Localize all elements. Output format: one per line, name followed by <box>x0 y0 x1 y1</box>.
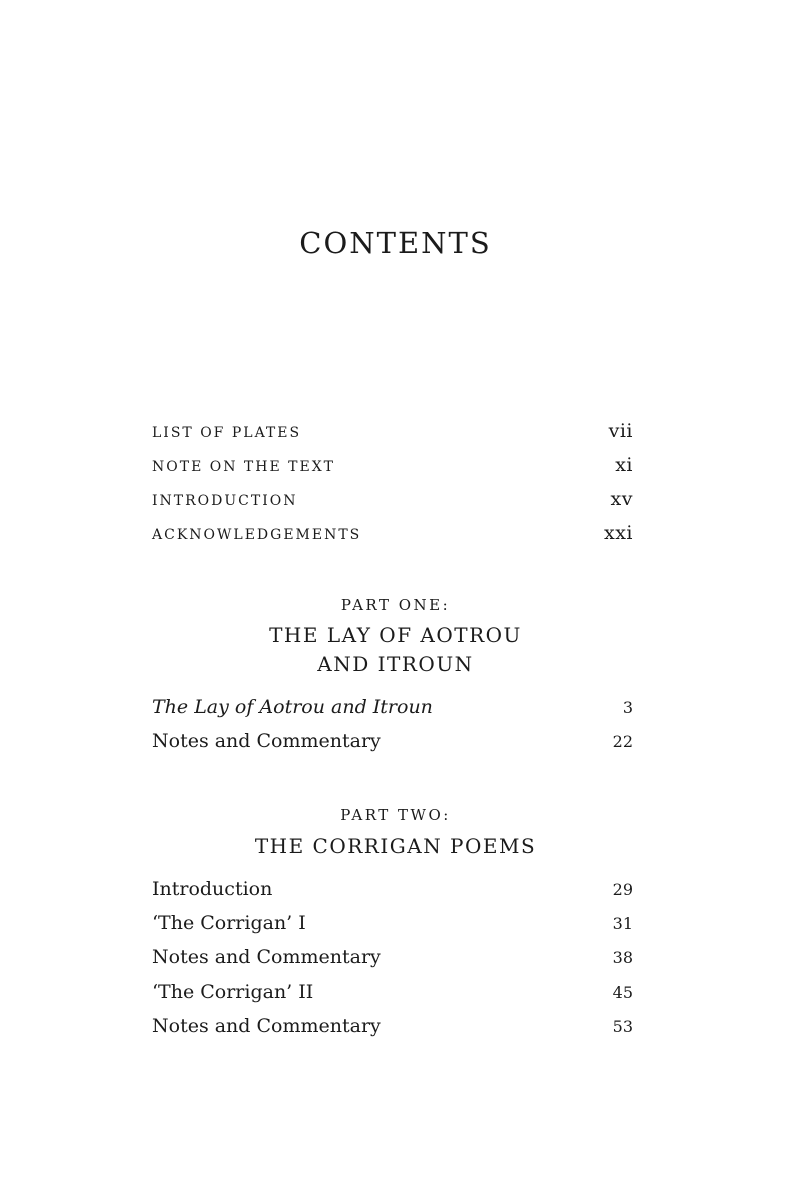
page-title: CONTENTS <box>299 226 492 260</box>
toc-entry[interactable] <box>152 912 633 934</box>
toc-entry[interactable] <box>152 488 633 510</box>
part-one-title-line2: AND ITROUN <box>317 652 474 676</box>
toc-entry-label: Notes and Commentary <box>152 730 381 752</box>
toc-entry[interactable] <box>152 522 633 544</box>
toc-entry-label: ‘The Corrigan’ I <box>152 912 306 934</box>
toc-entry[interactable] <box>152 1015 633 1037</box>
toc-entry[interactable] <box>152 981 633 1003</box>
toc-entry-page: xi <box>615 454 633 476</box>
toc-entry-label: ACKNOWLEDGEMENTS <box>152 527 362 543</box>
part-one-label: PART ONE: <box>340 596 451 614</box>
toc-entry-page: 22 <box>612 732 633 751</box>
toc-entry[interactable] <box>152 878 633 900</box>
toc-entry[interactable] <box>152 696 633 718</box>
toc-entry-page: xxi <box>603 522 633 544</box>
toc-entry[interactable] <box>152 946 633 968</box>
toc-entry[interactable] <box>152 454 633 476</box>
toc-entry-label: NOTE ON THE TEXT <box>152 459 335 475</box>
toc-entry-page: 38 <box>612 948 633 967</box>
toc-entry-page: 3 <box>622 698 633 717</box>
part-two-title: THE CORRIGAN POEMS <box>254 834 537 858</box>
toc-entry-page: 31 <box>612 914 633 933</box>
toc-entry-label: LIST OF PLATES <box>152 425 302 441</box>
toc-entry-label: Notes and Commentary <box>152 946 381 968</box>
toc-entry-page: xv <box>610 488 633 510</box>
toc-entry-label: INTRODUCTION <box>152 493 298 509</box>
toc-entry-page: 29 <box>612 880 633 899</box>
part-one-title-line1: THE LAY OF AOTROU <box>269 623 522 647</box>
toc-entry-label: ‘The Corrigan’ II <box>152 981 314 1003</box>
toc-entry[interactable] <box>152 420 633 442</box>
toc-entry-page: vii <box>608 420 633 442</box>
toc-entry-label: Introduction <box>152 878 273 900</box>
toc-entry-page: 53 <box>612 1017 633 1036</box>
toc-entry-label: The Lay of Aotrou and Itroun <box>152 696 433 718</box>
toc-entry-page: 45 <box>612 983 633 1002</box>
part-two-label: PART TWO: <box>340 806 451 824</box>
toc-entry-label: Notes and Commentary <box>152 1015 381 1037</box>
toc-entry[interactable] <box>152 730 633 752</box>
